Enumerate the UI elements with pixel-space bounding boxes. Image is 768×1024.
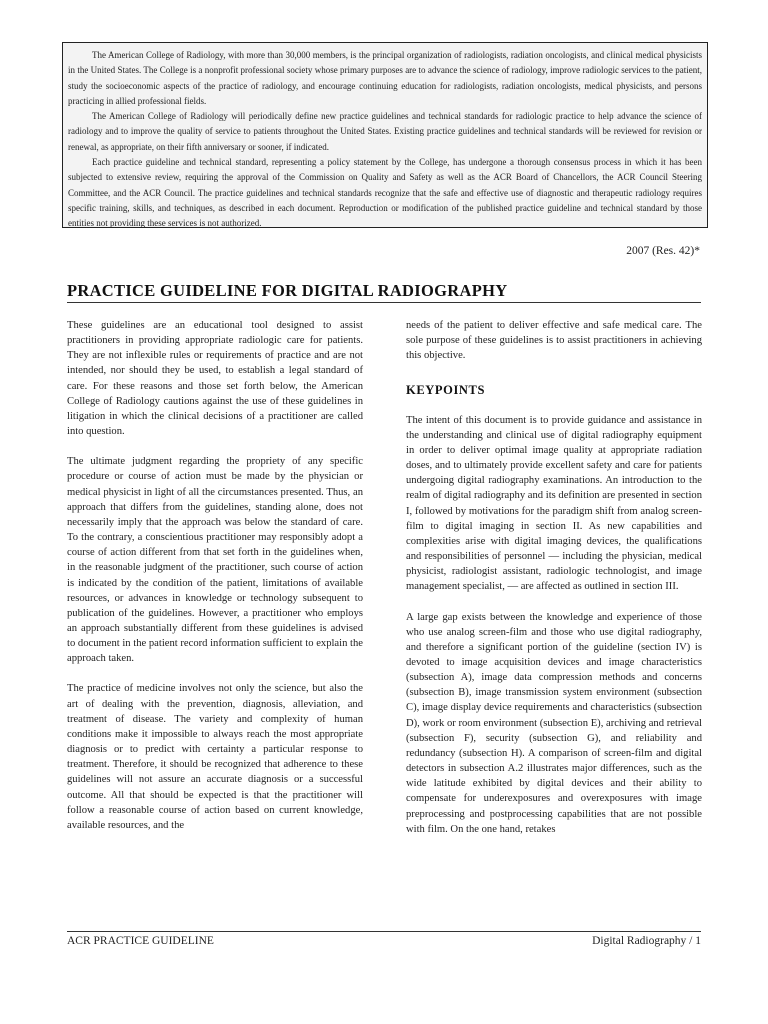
body-paragraph: The practice of medicine involves not only the science, but also the art of dealing with the prevention, diagnosis, alleviation, and treatment of disease. The variety and complexity of human conditions make it impossible to always reach the most appropriate diagnosis or to predict with certainty a particular response to treatment. Therefore, it should be recognized that adherence to these guidelines will not assure an accurate diagnosis or a successful outcome. All that should be expected is that the practitioner will follow a reasonable course of action based on current knowledge, available resources, and the bbox=[67, 683, 363, 831]
footer-guideline-label: ACR PRACTICE GUIDELINE bbox=[67, 935, 214, 947]
resolution-label: 2007 (Res. 42)* bbox=[626, 245, 700, 257]
page-title: PRACTICE GUIDELINE FOR DIGITAL RADIOGRAPHY bbox=[67, 281, 508, 300]
body-paragraph: The intent of this document is to provide guidance and assistance in the understanding and clinical use of digital radiography equipment in order to deliver optimal image quality at appropriate radiation doses, and to ultimately provide excellent safety and care for patients undergoing digital radiography examinations. An introduction to the realm of digital radiography and its definition are presented in section I, followed by motivations for the paradigm shift from analog screen-film to digital imaging in section II. As new capabilities and complexities arise with digital imaging devices, the qualifications and responsibilities of personnel — including the physician, medical physicist, radiologist assistant, radiologic technologist, and image management specialist, — are affected as outlined in section III. bbox=[406, 414, 702, 593]
notice-paragraph: The American College of Radiology will periodically define new practice guidelines and technical standards for radiologic practice to help advance the science of radiology and to improve the quality of service to patients throughout the United States. Existing practice guidelines and technical standards will be reviewed for revision or renewal, as appropriate, on their fifth anniversary or sooner, if indicated. bbox=[68, 111, 702, 152]
body-paragraph: A large gap exists between the knowledge and experience of those who use analog screen-film and those who use digital radiography, and therefore a significant portion of the guideline (section IV) is devoted to image acquisition devices and image characteristics (subsection A), image data compression methods and concerns (subsection B), image transmission system environment (subsection C), image display device requirements and characteristics (subsection D), work or room environment (subsection E), archiving and retrieval (subsection F), security (subsection G), and reliability and redundancy (subsection H). A comparison of screen-film and digital detectors in subsection A.2 illustrates major differences, such as the wide latitude exhibited by digital devices and their ability to compensate for underexposures and overexposures with image preprocessing and postprocessing capabilities that are not possible with film. On the one hand, retakes bbox=[406, 611, 702, 835]
notice-paragraph: Each practice guideline and technical standard, representing a policy statement by the College, has undergone a thorough consensus process in which it has been subjected to extensive review, requiring the approval of the Commission on Quality and Safety as well as the ACR Board of Chancellors, the ACR Council Steering Committee, and the ACR Council. The practice guidelines and technical standards recognize that the safe and effective use of diagnostic and therapeutic radiology requires specific training, skills, and techniques, as described in each document. Reproduction or modification of the published practice guideline and technical standard by those entities not providing these services is not authorized. bbox=[68, 157, 702, 229]
footer-divider bbox=[67, 931, 701, 932]
acr-notice-box bbox=[62, 42, 708, 228]
title-divider bbox=[67, 302, 701, 303]
section-heading-keypoints: KEYPOINTS bbox=[406, 383, 486, 398]
body-paragraph: These guidelines are an educational tool designed to assist practitioners in providing appropriate radiologic care for patients. They are not inflexible rules or requirements of practice and are not intended, nor should they be used, to establish a legal standard of care. For these reasons and those set forth below, the American College of Radiology cautions against the use of these guidelines in litigation in which the clinical decisions of a practitioner are called into question. bbox=[67, 320, 363, 438]
footer-page-number: Digital Radiography / 1 bbox=[592, 935, 701, 947]
left-column bbox=[67, 318, 363, 848]
body-paragraph: needs of the patient to deliver effective and safe medical care. The sole purpose of these guidelines is to assist practitioners in achieving this objective. bbox=[406, 320, 702, 362]
body-paragraph: The ultimate judgment regarding the propriety of any specific procedure or course of action must be made by the physician or medical physicist in light of all the circumstances presented. Thus, an approach that differs from the guidelines, standing alone, does not necessarily imply that the approach was below the standard of care. To the contrary, a conscientious practitioner may responsibly adopt a course of action different from that set forth in the guidelines when, in the reasonable judgment of the practitioner, such course of action is indicated by the condition of the patient, limitations of available resources, or advances in knowledge or technology subsequent to publication of the guidelines. However, a practitioner who employs an approach substantially different from these guidelines is advised to document in the patient record information sufficient to explain the approach taken. bbox=[67, 456, 363, 665]
notice-paragraph: The American College of Radiology, with more than 30,000 members, is the principal organization of radiologists, radiation oncologists, and clinical medical physicists in the United States. The College is a nonprofit professional society whose primary purposes are to advance the science of radiology, improve radiologic services to the patient, study the socioeconomic aspects of the practice of radiology, and encourage continuing education for radiologists, radiation oncologists, medical physicists, and persons practicing in allied professional fields. bbox=[68, 50, 702, 106]
right-column bbox=[406, 318, 702, 852]
